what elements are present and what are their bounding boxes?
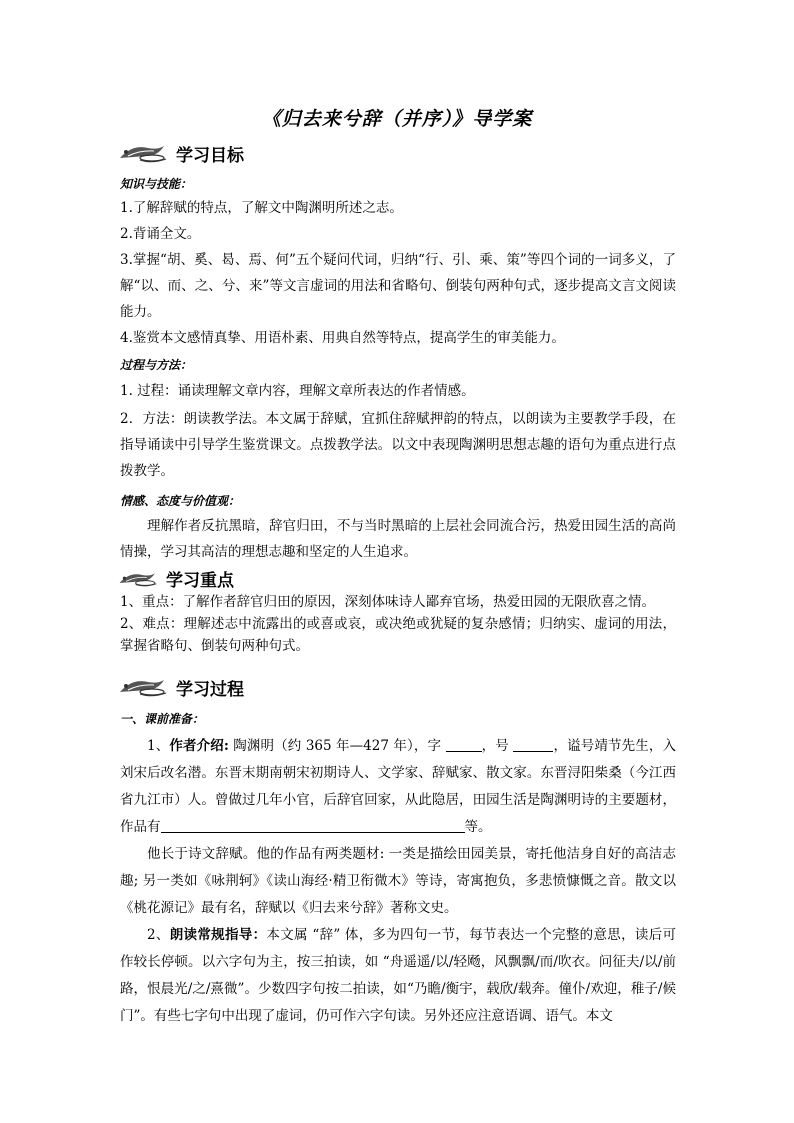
quill-icon	[118, 674, 168, 700]
section-heading-label: 学习重点	[166, 571, 234, 591]
objective-item: 3.掌握“胡、奚、曷、焉、何”五个疑问代词，归纳“行、引、乘、策”等四个词的一词多义，了解“以、而、之、兮、来”等文言虚词的用法和省略句、倒装句两种句式，逐步提高文言文阅读能力。	[120, 252, 676, 320]
subheading-preparation: 一、课前准备：	[120, 712, 205, 726]
process-item: 2．方法：朗读教学法。本文属于辞赋，宜抓住辞赋押韵的特点，以朗读为主要教学手段，在指导诵读中引导学生鉴赏课文。点拨教学法。以文中表现陶渊明思想志趣的语句为重点进行点拨教学。	[120, 411, 676, 479]
section-heading-objectives	[118, 140, 244, 166]
page-title: 《归去来兮辞（并序）》导学案	[261, 108, 533, 130]
objective-item: 1.了解辞赋的特点，了解文中陶渊明所述之志。	[120, 200, 403, 216]
subheading-values: 情感、态度与价值观：	[120, 494, 241, 508]
section-heading-keypoints	[118, 566, 234, 591]
works-paragraph: 他长于诗文辞赋。他的作品有两类题材: 一类是描绘田园美景，寄托他洁身自好的高洁志趣; 另一类如《咏荆轲》《读山海经·精卫衔微木》等诗，寄寓抱负，多悲愤慷慨之音。散文以《桃花源记》最有名，辞赋以《归去来兮辞》著称文史。	[120, 846, 676, 916]
section-heading-label: 学习目标	[176, 145, 244, 166]
keypoint-item: 1、重点：了解作者辞官归田的原因，深刻体味诗人鄙弃官场，热爱田园的无限欣喜之情。	[120, 594, 656, 610]
objective-item: 4.鉴赏本文感情真挚、用语朴素、用典自然等特点，提高学生的审美能力。	[120, 330, 565, 346]
author-intro-paragraph: 1、作者介绍: 陶渊明（约 365 年—427 年），字 ，号 ，谥号靖节先生，入刘宋后改名潜。东晋末期南朝宋初期诗人、文学家、辞赋家、散文家。东晋浔阳柴桑（今江西省九江市）人。曾做过几年小官，后辞官回家，从此隐居，田园生活是陶渊明诗的主要题材， 作品有 等。	[120, 738, 677, 835]
section-heading-process	[118, 674, 244, 700]
blank-pseudonym[interactable]	[513, 737, 553, 752]
subheading-knowledge: 知识与技能：	[120, 177, 193, 191]
reading-guide-paragraph: 2、朗读常规指导：本文属 “辞” 体，多为四句一节，每节表达一个完整的意思，读后可作较长停顿。以六字句为主，按三拍读，如 “舟遥遥/以/轻飏，风飘飘/而/吹衣。问征夫/以/前路，恨晨光/之/熹微”。少数四字句按二拍读，如“乃瞻/衡宇，载欣/载奔。僮仆/欢迎，稚子/候门”。有些七字句中出现了虚词，仍可作六字句读。另外还应注意语调、语气。本文	[120, 927, 677, 1024]
section-heading-label: 学习过程	[176, 679, 244, 700]
subheading-process: 过程与方法：	[120, 358, 193, 372]
reading-guide-label: 朗读常规指导：	[169, 927, 267, 943]
quill-icon	[118, 567, 158, 591]
keypoint-item: 2、难点：理解述志中流露出的或喜或哀，或决绝或犹疑的复杂感情；归纳实、虚词的用法，掌握省略句、倒装句两种句式。	[120, 616, 676, 654]
author-intro-label: 作者介绍:	[169, 738, 229, 754]
quill-icon	[118, 140, 168, 166]
blank-works[interactable]	[161, 818, 465, 833]
values-paragraph: 理解作者反抗黑暗，辞官归田，不与当时黑暗的上层社会同流合污，热爱田园生活的高尚情操，学习其高洁的理想志趣和坚定的人生追求。	[120, 518, 676, 560]
objective-item: 2.背诵全文。	[120, 226, 201, 242]
process-item: 1. 过程：诵读理解文章内容，理解文章所表达的作者情感。	[120, 383, 475, 399]
blank-courtesy-name[interactable]	[446, 737, 482, 752]
